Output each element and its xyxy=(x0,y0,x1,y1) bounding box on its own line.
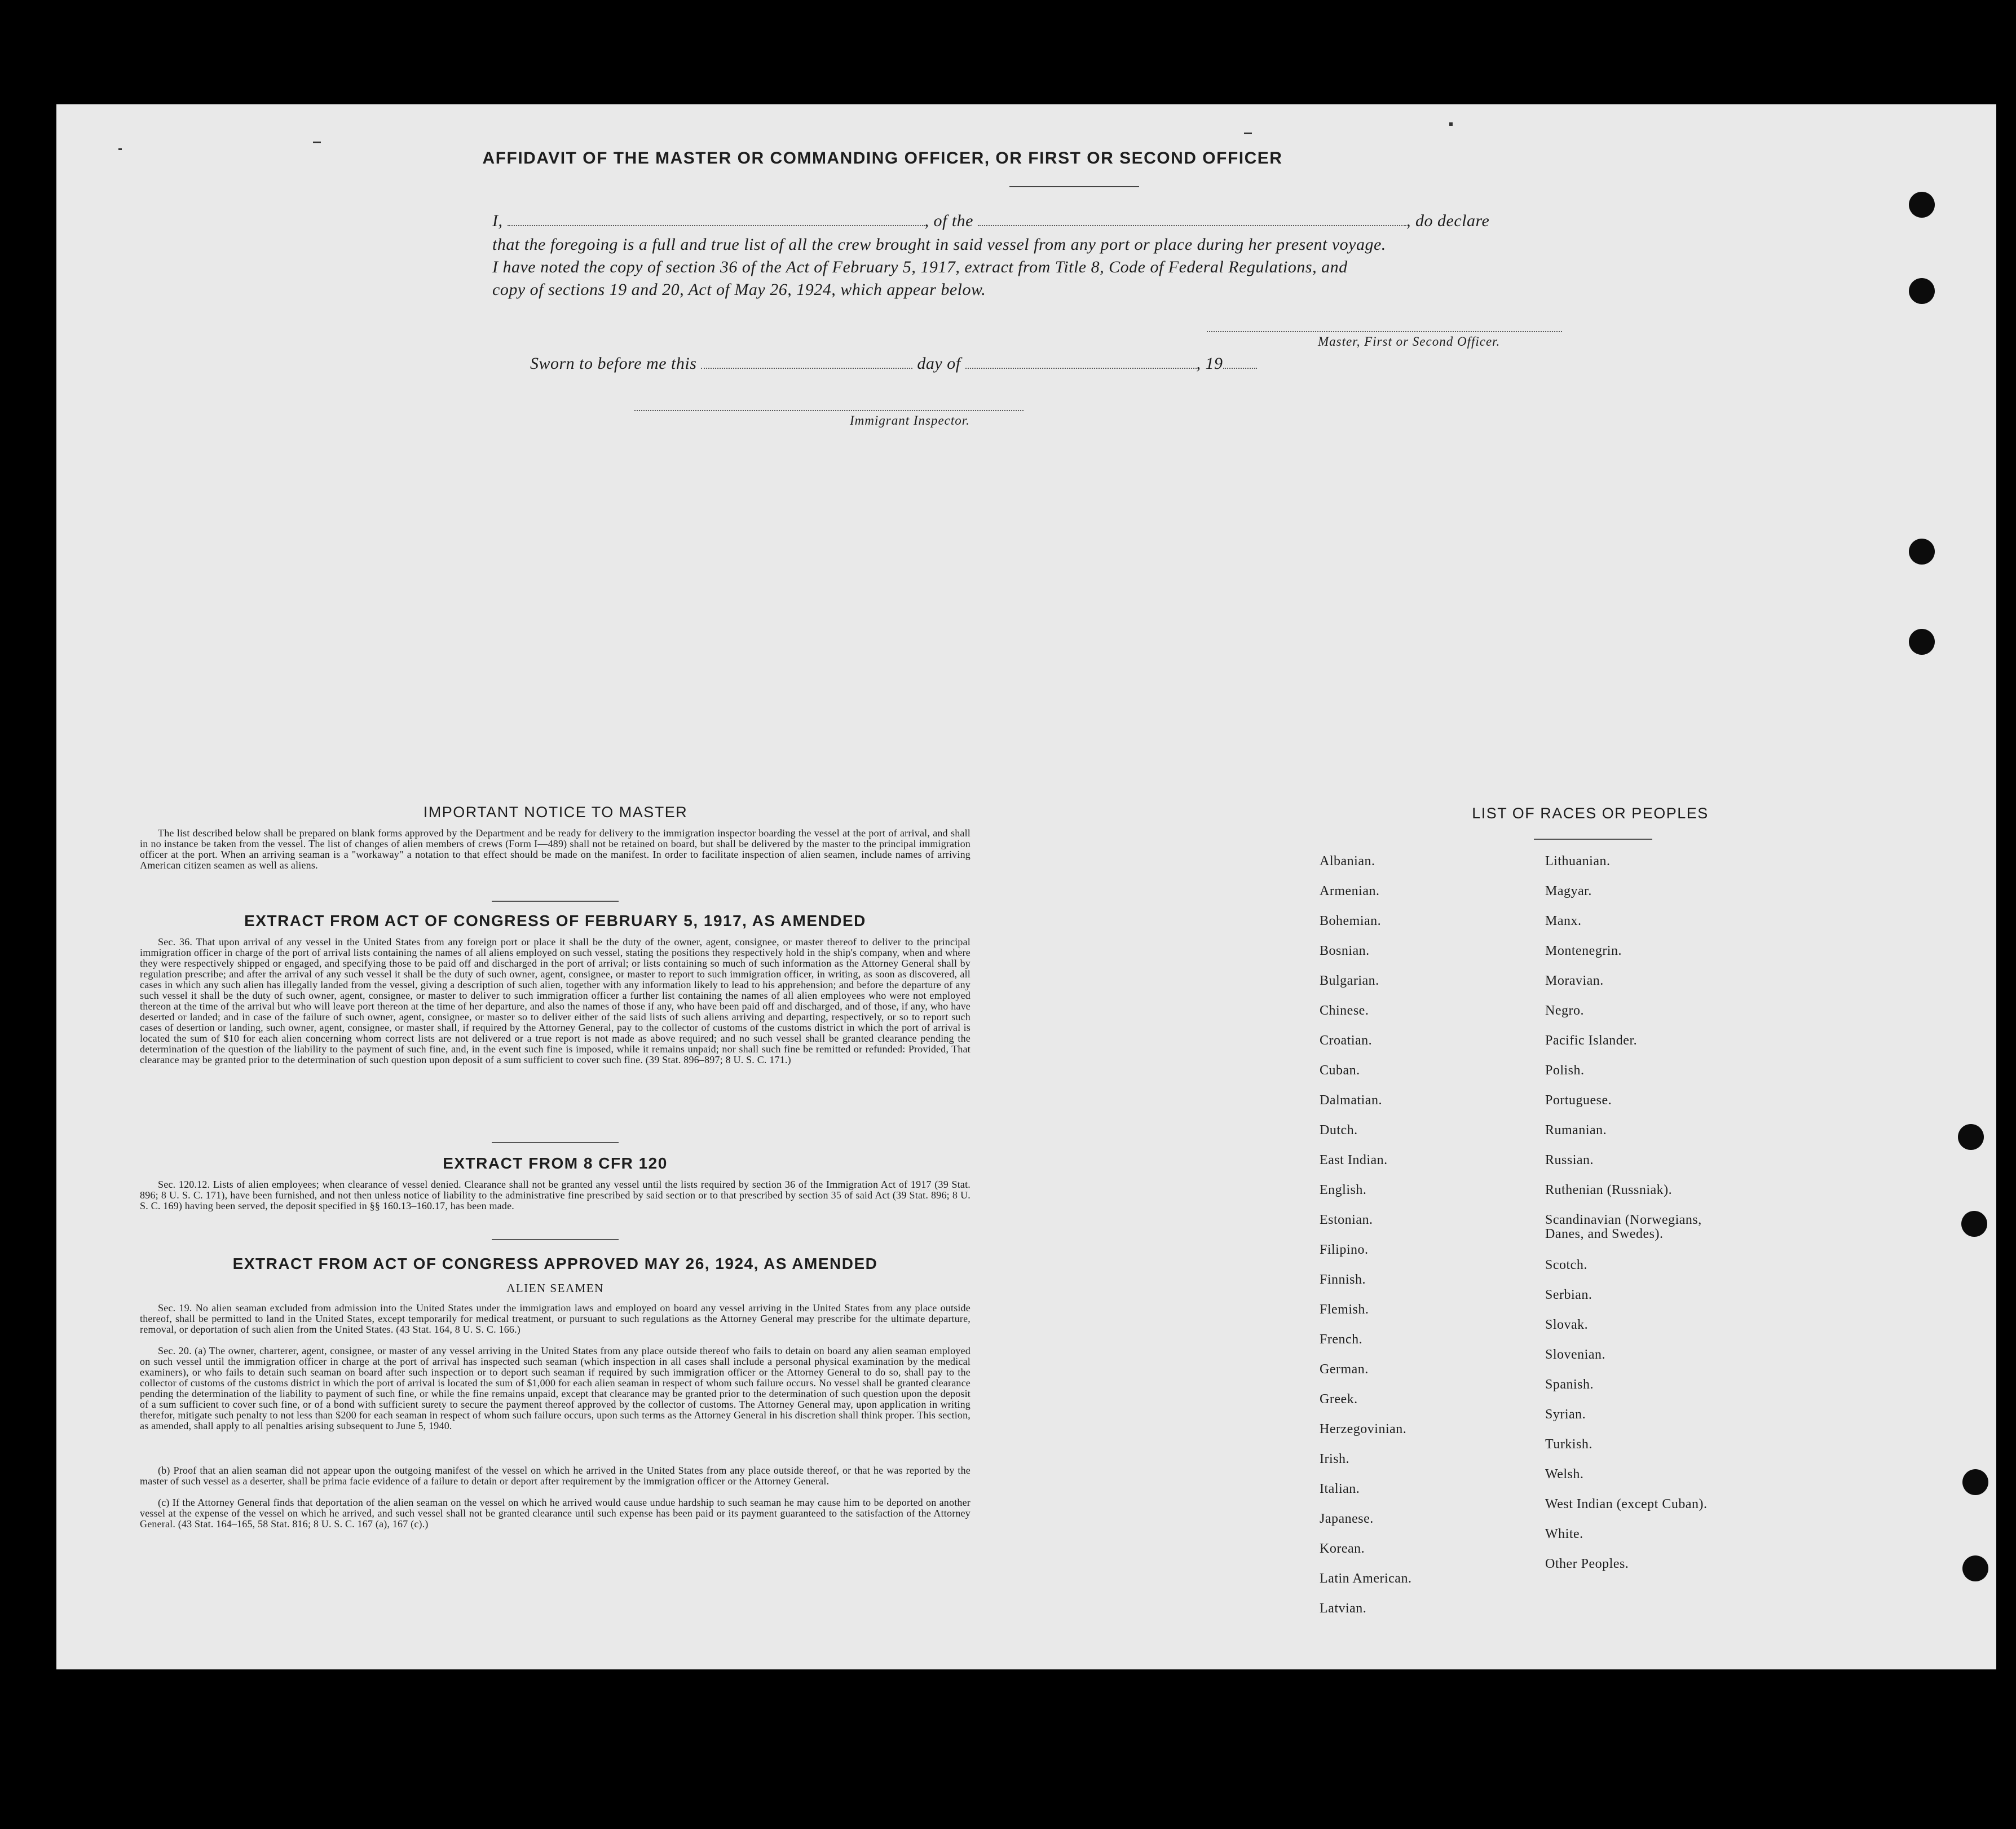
declaration-i: I, xyxy=(492,211,503,230)
race-item: Croatian. xyxy=(1320,1033,1373,1048)
extract-1924-sec20c: (c) If the Attorney General finds that deportation of the alien seaman on the vessel on which he arrived would cause undue hardship to such seaman he may cause him to be deported on another vessel at the expense of the vessel on which he arrived, and such vessel shall not be granted clearance until such expense has been paid or its payment guaranteed to the satisfaction of the Attorney General. (43 Stat. 164–165, 58 Stat. 816; 8 U. S. C. 167 (a), 167 (c).) xyxy=(140,1497,970,1530)
race-item: Japanese. xyxy=(1320,1511,1374,1526)
race-item: Syrian. xyxy=(1545,1407,1586,1422)
race-item: Irish. xyxy=(1320,1452,1349,1466)
races-rule xyxy=(1534,839,1652,840)
race-item: Scotch. xyxy=(1545,1258,1587,1272)
race-item: Rumanian. xyxy=(1545,1123,1607,1138)
binder-hole xyxy=(1962,1555,1988,1581)
race-item: Slovak. xyxy=(1545,1317,1589,1332)
race-item: Magyar. xyxy=(1545,884,1592,898)
binder-hole xyxy=(1909,278,1935,304)
race-item: Moravian. xyxy=(1545,973,1604,988)
sworn-month-blank[interactable] xyxy=(965,354,1197,369)
form-sheet xyxy=(56,104,1996,1669)
extract-1924-sec19: Sec. 19. No alien seaman excluded from admission into the United States under the immigration laws and employed on board any vessel arriving in the United States from any place outside thereof, shall be permitted to land in the United States, except temporarily for medical treatment, or pursuant to such regulations as the Attorney General may prescribe for the ultimate departure, removal, or deportation of such alien from the United States. (43 Stat. 164, 8 U. S. C. 166.) xyxy=(140,1302,970,1335)
race-item: Armenian. xyxy=(1320,884,1380,898)
extract-1917-text: Sec. 36. That upon arrival of any vessel in the United States from any foreign port or place it shall be the duty of the owner, agent, consignee, or master thereof to deliver to the principal immigration officer in charge of the port of arrival lists containing the names of all aliens employed on such vessel, stating the positions they respectively hold in the ship's company, when and where they were respectively shipped or engaged, and specifying those to be paid off and discharged in the port of arrival; or lists containing so much of such information as the Attorney General shall by regulation prescribe; and after the arrival of any such vessel it shall be the duty of such owner, agent, consignee, or master to report to such immigration officer, in writing, as soon as discovered, all cases in which any such alien has illegally landed from the vessel, giving a description of such alien, together with any information likely to lead to his apprehension; and before the departure of any such vessel it shall be the duty of such owner, agent, consignee, or master to deliver to such immigration officer a further list containing the names of all alien employees who were not employed thereon at the time of the arrival but who will leave port thereon at the time of her departure, and also the names of those if any, who have been paid off and discharged, and of those, if any, who have deserted or landed; and in case of the failure of such owner, agent, consignee, or master so to deliver either of the said lists of such aliens arriving and departing, respectively, or so to report such cases of desertion or landing, such owner, agent, consignee, or master shall, if required by the Attorney General, pay to the collector of customs of the customs district in which the port of arrival is located the sum of $10 for each alien concerning whom correct lists are not delivered or a true report is not made as above required; and no such vessel shall be granted clearance pending the determination of the question of the liability to the payment of such fine, and, in the event such fine is imposed, while it remains unpaid; nor shall such fine be remitted or refunded: Provided, That clearance may be granted prior to the determination of such question upon deposit of a sum sufficient to cover such fine. (39 Stat. 896–897; 8 U. S. C. 171.) xyxy=(140,936,970,1065)
declaration-line-1 xyxy=(492,209,1618,233)
race-item: Manx. xyxy=(1545,914,1582,928)
race-item: Greek. xyxy=(1320,1392,1358,1407)
race-item: French. xyxy=(1320,1332,1363,1347)
race-item: Bosnian. xyxy=(1320,944,1370,958)
race-item: Serbian. xyxy=(1545,1288,1592,1302)
race-item: White. xyxy=(1545,1527,1583,1541)
race-item: Scandinavian (Norwegians, Danes, and Swedes). xyxy=(1545,1213,1702,1241)
master-signature-line[interactable] xyxy=(1207,331,1562,332)
race-item: Montenegrin. xyxy=(1545,944,1622,958)
race-item: Welsh. xyxy=(1545,1467,1584,1482)
affidavit-title: AFFIDAVIT OF THE MASTER OR COMMANDING OFFICER, OR FIRST OR SECOND OFFICER xyxy=(482,149,1283,168)
race-item: Bohemian. xyxy=(1320,914,1382,928)
race-item: Latin American. xyxy=(1320,1571,1412,1586)
declaration-do-declare: , do declare xyxy=(1406,211,1490,230)
inspector-caption: Immigrant Inspector. xyxy=(850,413,970,427)
race-item: Lithuanian. xyxy=(1545,854,1611,869)
race-item: Herzegovinian. xyxy=(1320,1422,1407,1436)
races-title: LIST OF RACES OR PEOPLES xyxy=(1472,805,1709,822)
extract-1924-title: EXTRACT FROM ACT OF CONGRESS APPROVED MAY 26, 1924, AS AMENDED xyxy=(232,1255,878,1272)
race-item: Ruthenian (Russniak). xyxy=(1545,1183,1673,1197)
sworn-year-blank[interactable] xyxy=(1223,354,1257,369)
binder-hole xyxy=(1909,192,1935,218)
race-item: Turkish. xyxy=(1545,1437,1592,1452)
race-item: English. xyxy=(1320,1183,1367,1197)
binder-hole xyxy=(1909,539,1935,565)
extract-cfr-rule xyxy=(492,1239,619,1240)
extract-cfr-title: EXTRACT FROM 8 CFR 120 xyxy=(443,1154,668,1172)
race-item: German. xyxy=(1320,1362,1369,1377)
sworn-line xyxy=(530,354,1432,373)
vessel-blank[interactable] xyxy=(978,211,1406,226)
race-item: Portuguese. xyxy=(1545,1093,1612,1108)
name-blank[interactable] xyxy=(508,211,925,226)
extract-cfr-text: Sec. 120.12. Lists of alien employees; when clearance of vessel denied. Clearance shall not be granted any vessel until the lists required by section 36 of the Immigration Act of 1917 (39 Stat. 896; 8 U. S. C. 171), have been furnished, and not then unless notice of liability to the administrative fine prescribed by said section or to that prescribed by section 35 of said Act (39 Stat. 896; 8 U. S. C. 169) having been served, the deposit specified in §§ 160.13–160.17, has been made. xyxy=(140,1179,970,1211)
race-item: Pacific Islander. xyxy=(1545,1033,1638,1048)
speck xyxy=(313,142,321,143)
race-item: Chinese. xyxy=(1320,1003,1369,1018)
binder-hole xyxy=(1962,1469,1988,1495)
extract-1917-title: EXTRACT FROM ACT OF CONGRESS OF FEBRUARY 5, 1917, AS AMENDED xyxy=(244,912,866,929)
sworn-day-blank[interactable] xyxy=(701,354,912,369)
race-item: Dalmatian. xyxy=(1320,1093,1382,1108)
race-item: Korean. xyxy=(1320,1541,1365,1556)
declaration-line-3: I have noted the copy of section 36 of the Act of February 5, 1917, extract from Title 8, Code of Federal Regulations, and xyxy=(492,258,1348,276)
inspector-signature-line[interactable] xyxy=(634,410,1024,411)
race-item: Other Peoples. xyxy=(1545,1557,1629,1571)
master-caption: Master, First or Second Officer. xyxy=(1318,334,1501,349)
sworn-text: Sworn to before me this xyxy=(530,354,697,373)
race-item: East Indian. xyxy=(1320,1153,1388,1167)
binder-hole xyxy=(1909,629,1935,655)
race-item: Italian. xyxy=(1320,1482,1360,1496)
race-item: Russian. xyxy=(1545,1153,1594,1167)
race-item: West Indian (except Cuban). xyxy=(1545,1497,1708,1511)
notice-title: IMPORTANT NOTICE TO MASTER xyxy=(423,804,688,821)
race-item: Bulgarian. xyxy=(1320,973,1379,988)
race-item: Estonian. xyxy=(1320,1213,1373,1227)
binder-hole xyxy=(1961,1211,1987,1237)
race-item: Dutch. xyxy=(1320,1123,1358,1138)
race-item: Flemish. xyxy=(1320,1302,1369,1317)
speck xyxy=(1244,133,1252,134)
race-item: Latvian. xyxy=(1320,1601,1367,1616)
extract-1924-subtitle: ALIEN SEAMEN xyxy=(506,1281,604,1295)
race-item: Albanian. xyxy=(1320,854,1375,869)
race-item: Finnish. xyxy=(1320,1272,1366,1287)
race-item: Spanish. xyxy=(1545,1377,1594,1392)
speck xyxy=(118,148,122,150)
declaration-line-2: that the foregoing is a full and true list of all the crew brought in said vessel from any port or place during her present voyage. xyxy=(492,235,1386,254)
speck xyxy=(1449,122,1453,126)
race-item: Filipino. xyxy=(1320,1242,1369,1257)
title-rule xyxy=(1009,186,1139,187)
race-item: Cuban. xyxy=(1320,1063,1360,1078)
binder-hole xyxy=(1958,1124,1984,1150)
extract-1917-rule xyxy=(492,1142,619,1143)
sworn-day-of: day of xyxy=(917,354,961,373)
race-item: Negro. xyxy=(1545,1003,1584,1018)
sworn-year-prefix: , 19 xyxy=(1196,354,1223,373)
declaration-of-the: , of the xyxy=(924,211,973,230)
extract-1924-sec20b: (b) Proof that an alien seaman did not appear upon the outgoing manifest of the vessel on which he arrived in the United States from any place outside thereof, or that he was reported by the master of such vessel as a deserter, shall be prima facie evidence of a failure to detain or deport after requirement by the immigration officer or the Attorney General. xyxy=(140,1465,970,1487)
race-item: Polish. xyxy=(1545,1063,1585,1078)
notice-rule xyxy=(492,901,619,902)
race-item: Slovenian. xyxy=(1545,1347,1605,1362)
notice-text: The list described below shall be prepared on blank forms approved by the Department and be ready for delivery to the immigration inspector boarding the vessel at the port of arrival, and shall in no instance be taken from the vessel. The list of changes of alien members of crews (Form I—489) shall not be retained on board, but shall be delivered by the master to the principal immigration officer at the port. When an arriving seaman is a "workaway" a notation to that effect should be made on the manifest. In order to facilitate inspection of alien seamen, include names of arriving American citizen seamen as well as aliens. xyxy=(140,827,970,871)
declaration-line-4: copy of sections 19 and 20, Act of May 26, 1924, which appear below. xyxy=(492,280,986,299)
extract-1924-sec20a: Sec. 20. (a) The owner, charterer, agent, consignee, or master of any vessel arriving in the United States from any place outside thereof who fails to detain on board any alien seaman employed on such vessel until the immigration officer in charge at the port of arrival has inspected such seaman (which inspection in all cases shall include a personal physical examination by the medical examiners), or who fails to detain such seaman on board after such inspection or to deport such seaman if required by such immigration officer or the Attorney General to do so, shall pay to the collector of customs of the customs district in which the port of arrival is located the sum of $1,000 for each alien seaman in respect of whom such failure occurs. No vessel shall be granted clearance pending the determination of the liability to payment of such fine, or while the fine remains unpaid, except that clearance may be granted prior to the determination of such question upon the deposit of a sum sufficient to cover such fine, or of a bond with sufficient surety to secure the payment thereof approved by the collector of customs. The Attorney General may, upon application in writing therefor, mitigate such penalty to not less than $200 for each seaman in respect of whom such failure occurs, upon such terms as the Attorney General in his discretion shall think proper. This section, as amended, shall apply to all penalties arising subsequent to June 5, 1940. xyxy=(140,1345,970,1431)
